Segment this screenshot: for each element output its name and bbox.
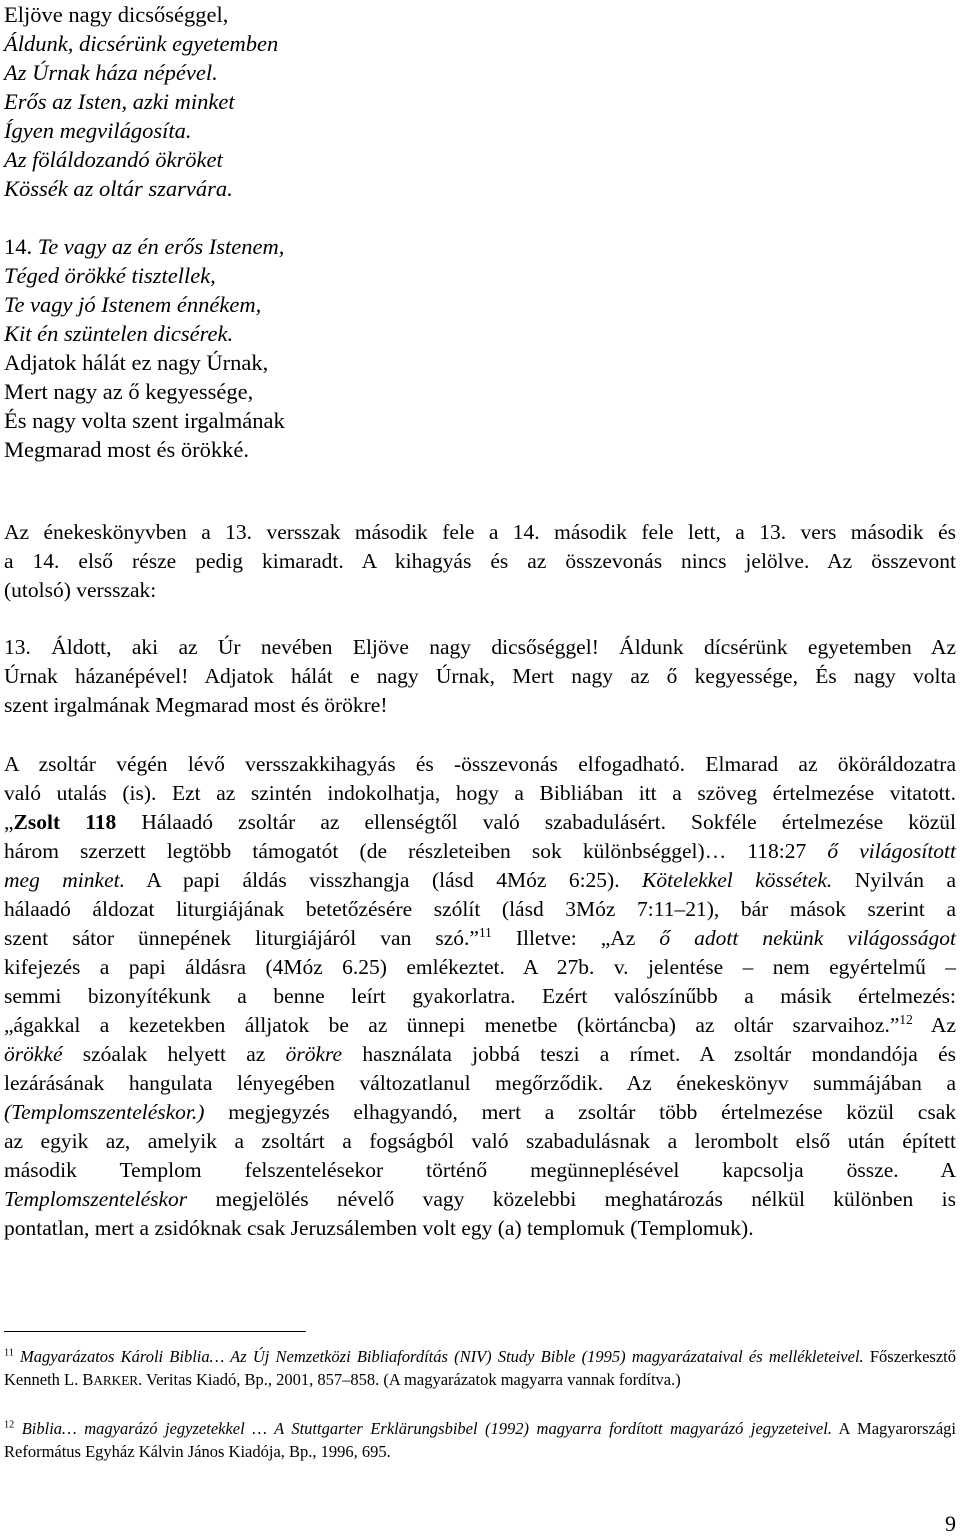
text-line: (Templomszenteléskor.) megjegyzés elhagyandó, mert a zsoltár több értelmezése közül csak [4,1100,956,1124]
text-line: meg minket. A papi áldás visszhangja (lásd 4Móz 6:25). Kötelekkel kössétek. Nyilván a [4,868,956,892]
text-line: lezárásának hangulata lényegében változatlanul megőrződik. Az énekeskönyv summájában a [4,1071,956,1095]
text-line: kifejezés a papi áldásra (4Móz 6.25) emlékeztet. A 27b. v. jelentése – nem egyértelmű – [4,955,956,979]
verse-line: Kit én szüntelen dicsérek. [4,321,234,346]
footnote-12: $^{12}$ Biblia… magyarázó jegyzetekkel … A Stuttgarter Erklärungsbibel (1992) magyarra fordított magyarázó jegyzeteivel. A Magyarországi Református Egyház Kálvin János Kiadója, Bp., 1996, 695. [4,1419,956,1461]
text-line: három szerzett legtöbb támogatót (de részleteiben sok különbséggel)… 118:27 ő világosított [4,839,956,863]
text-line: „Zsolt 118 Hálaadó zsoltár az ellenségtől való szabadulásért. Sokféle értelmezése közül [4,810,956,834]
text-line: való utalás (is). Ezt az szintén indokolhatja, hogy a Bibliában itt a szöveg értelmezése vitatott. [4,781,956,805]
footnote-title: Biblia… magyarázó jegyzetekkel … A Stuttgarter Erklärungsbibel (1992) magyarra fordított magyarázó jegyzeteivel. [21,1419,832,1438]
verse-line: Mert nagy az ő kegyessége, [4,379,254,404]
text-line: Az énekeskönyvben a 13. versszak második fele a 14. második fele lett, a 13. vers második és [4,520,956,544]
commentary-paragraph [4,750,956,1243]
author-smallcaps: ARKER [93,1373,139,1388]
psalm-reference: Zsolt 118 [13,810,117,834]
page-number: 9 [945,1511,956,1536]
footnote-ref[interactable]: 12 [899,1011,913,1027]
verse-line: Az Úrnak háza népével. [4,60,218,85]
text-line: Úrnak házanépével! Adjatok hálát e nagy Úrnak, Mert nagy az ő kegyessége, És nagy volta [4,664,956,688]
footnote-number: 11 [4,1347,14,1359]
songbook-paragraph [4,518,956,605]
verse-line: Te vagy jó Istenem énnékem, [4,292,262,317]
text-line: Templomszenteléskor megjelölés névelő vagy közelebbi meghatározás nélkül különben is [4,1187,956,1211]
footnote-11: $^{11}$ Magyarázatos Károli Biblia… Az Új Nemzetközi Bibliafordítás (NIV) Study Bible (1995) magyarázataival és mellékleteivel. Főszerkesztő Kenneth L. BARKER. Veritas Kiadó, Bp., 2001, 857–858. (A magyarázatok magyarra vannak fordítva.) [4,1347,956,1389]
verse-line: Az föláldozandó ökröket [4,147,223,172]
verse-line: Megmarad most és örökké. [4,437,249,462]
text-line: (utolsó) versszak: [4,578,157,602]
verse-line: Erős az Isten, azki minket [4,89,235,114]
verse-line: Adjatok hálát ez nagy Úrnak, [4,350,269,375]
verse-line: Téged örökké tisztellek, [4,263,216,288]
footnote-separator [4,1331,306,1332]
footnote-title: Magyarázatos Károli Biblia… Az Új Nemzetközi Bibliafordítás (NIV) Study Bible (1995) magyarázataival és mellékleteivel. [20,1347,864,1366]
verse-line: Eljöve nagy dicsőséggel, [4,2,229,27]
verse-line [4,232,285,261]
verse-line: Áldunk, dicsérünk egyetemben [4,31,279,56]
stanza-number: 14. [4,234,33,259]
text-line: szent sátor ünnepének liturgiájáról van szó.”$^{11}$ Illetve: „Az ő adott nekünk világosságot [4,924,956,950]
text-line: második Templom felszentelésekor történő megünneplésével kapcsolja össze. A [4,1158,956,1182]
verse-line: Ígyen megvilágosíta. [4,118,192,143]
text-line: örökké szóalak helyett az örökre használata jobbá teszi a rímet. A zsoltár mondandója és [4,1042,957,1066]
stanza-continued [4,0,278,203]
merged-stanza-paragraph [4,633,956,720]
text-line: szent irgalmának Megmarad most és örökre! [4,693,388,717]
footnote-ref[interactable]: 11 [478,924,492,940]
footnote-number: 12 [4,1419,15,1431]
text-line: semmi bizonyítékunk a benne leírt gyakorlatra. Ezért valószínűbb a másik értelmezés: [4,984,956,1008]
text-line: az egyik az, amelyik a zsoltárt a fogságból való szabadulásnak a lerombolt első után épített [4,1129,956,1153]
text-line: pontatlan, mert a zsidóknak csak Jeruzsálemben volt egy (a) templomuk (Templomuk). [4,1216,754,1240]
text-line: „ágakkal a kezetekben álljatok be az ünnepi menetbe (körtáncba) az oltár szarvaihoz.”$^{12}$ Az [4,1011,956,1037]
text-line: a 14. első része pedig kimaradt. A kihagyás és az összevonás nincs jelölve. Az összevont [4,549,956,573]
text-line: 13. Áldott, aki az Úr nevében Eljöve nagy dicsőséggel! Áldunk dícsérünk egyetemben Az [4,635,956,659]
verse-text: Te vagy az én erős Istenem, [37,234,285,259]
verse-line: És nagy volta szent irgalmának [4,408,285,433]
text-line: hálaadó áldozat liturgiájának betetőzésére szólít (lásd 3Móz 7:11–21), bár mások szerint a [4,897,956,921]
text-line: A zsoltár végén lévő versszakkihagyás és -összevonás elfogadható. Elmarad az ököráldozatra [4,752,956,776]
verse-line: Kössék az oltár szarvára. [4,176,233,201]
stanza-14 [4,232,285,464]
